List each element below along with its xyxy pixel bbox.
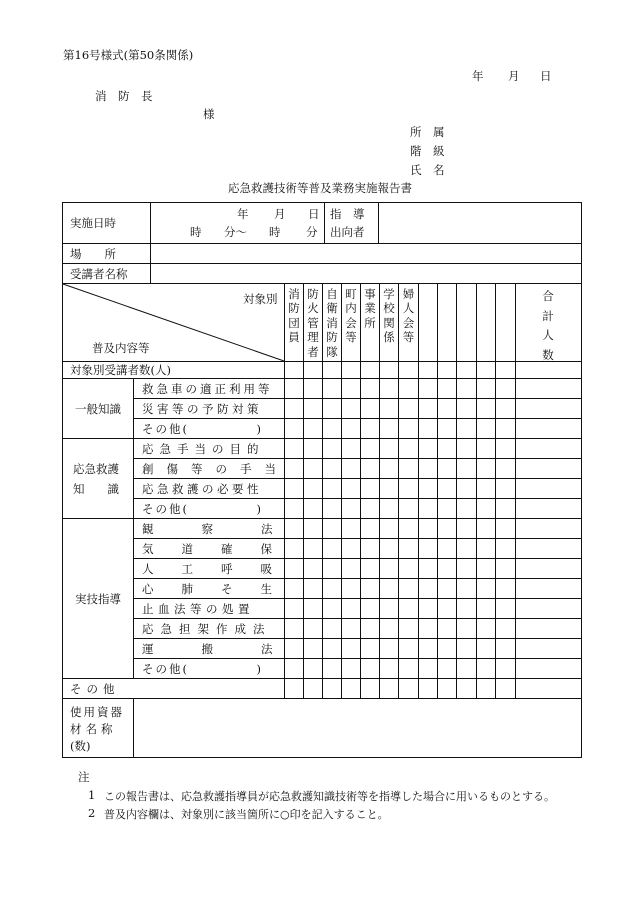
item-first-aid-necessity: 応急救護の必要性 <box>142 482 262 496</box>
report-title: 応急救護技術等普及業務実施報告書 <box>228 181 412 195</box>
item-wound-treatment: 創傷等の手当 <box>142 462 289 476</box>
item-airway: 気道確保 <box>142 542 300 556</box>
item-first-aid-purpose: 応急手当の目的 <box>142 442 265 456</box>
time-minute-start: 分～ <box>224 225 247 239</box>
note-2-text: 普及内容欄は、対象別に該当箇所に○印を記入すること。 <box>104 808 389 821</box>
date-label: 実施日時 <box>70 216 116 230</box>
equipment-label-1: 使用資器 <box>70 705 124 719</box>
diag-content-label: 普及内容等 <box>92 341 150 355</box>
item-ambulance-use: 救急車の適正利用等 <box>142 382 273 396</box>
note-1-number: 1 <box>88 788 96 802</box>
item-general-other: その他( ) <box>142 422 263 436</box>
item-first-aid-other: その他( ) <box>142 502 263 516</box>
equipment-label-3: (数) <box>70 739 91 753</box>
date-year-label: 年 <box>472 69 484 83</box>
table-date-month: 月 <box>274 207 286 221</box>
group-general-knowledge: 一般知識 <box>75 402 121 416</box>
time-minute-end: 分 <box>306 225 318 239</box>
group-first-aid-knowledge-2: 知 識 <box>73 482 119 496</box>
item-transport: 運搬法 <box>142 642 321 656</box>
note-2-number: 2 <box>88 806 96 820</box>
note-1-text: この報告書は、応急救護指導員が応急救護知識技術等を指導した場合に用いるものとする。 <box>104 790 555 803</box>
target-self-defense-team: 自 衛 消 防 隊 <box>326 287 338 359</box>
dispatch-label-bottom: 出向者 <box>330 225 365 239</box>
attendee-count-label: 対象別受講者数(人) <box>70 363 171 377</box>
target-business: 事 業 所 <box>364 287 376 330</box>
item-cpr: 心肺そ生 <box>142 582 300 596</box>
date-day-label: 日 <box>540 69 552 83</box>
target-fire-corps: 消 防 団 員 <box>288 287 300 345</box>
group-first-aid-knowledge-1: 応急救護 <box>73 462 119 476</box>
form-number: 第16号様式(第50条関係) <box>63 48 194 62</box>
rank-label: 階 級 <box>410 144 445 158</box>
diag-target-label: 対象別 <box>243 292 278 306</box>
time-hour-start: 時 <box>190 225 202 239</box>
recipient: 消 防 長 <box>95 89 153 103</box>
item-artificial-respiration: 人工呼吸 <box>142 562 300 576</box>
dispatch-label-top: 指 導 <box>330 207 365 221</box>
total-count-header: 合 計 人 数 <box>542 289 554 362</box>
item-bleeding-control: 止血法等の処置 <box>142 602 254 616</box>
item-practical-other: その他( ) <box>142 662 263 676</box>
item-disaster-prevention: 災害等の予防対策 <box>142 402 262 416</box>
affiliation-label: 所 属 <box>410 125 445 139</box>
item-observation: 観察法 <box>142 522 321 536</box>
notes-heading: 注 <box>78 770 90 784</box>
honorific: 様 <box>203 107 215 121</box>
date-month-label: 月 <box>508 69 520 83</box>
group-practical: 実技指導 <box>75 592 121 606</box>
name-label: 氏 名 <box>410 163 445 177</box>
attendee-label: 受講者名称 <box>70 267 128 281</box>
table-date-year: 年 <box>237 207 249 221</box>
other-row-label: その他 <box>70 682 120 696</box>
equipment-label-2: 材名称 <box>70 722 117 736</box>
target-neighborhood-assoc: 町 内 会 等 <box>345 287 357 345</box>
target-fire-manager: 防 火 管 理 者 <box>307 287 319 359</box>
target-womens-assoc: 婦 人 会 等 <box>402 287 415 345</box>
item-stretcher: 応急担架作成法 <box>142 622 272 636</box>
time-hour-end: 時 <box>269 225 281 239</box>
target-school: 学 校 関 係 <box>383 287 395 345</box>
table-date-day: 日 <box>308 207 320 221</box>
place-label: 場 所 <box>70 247 116 261</box>
